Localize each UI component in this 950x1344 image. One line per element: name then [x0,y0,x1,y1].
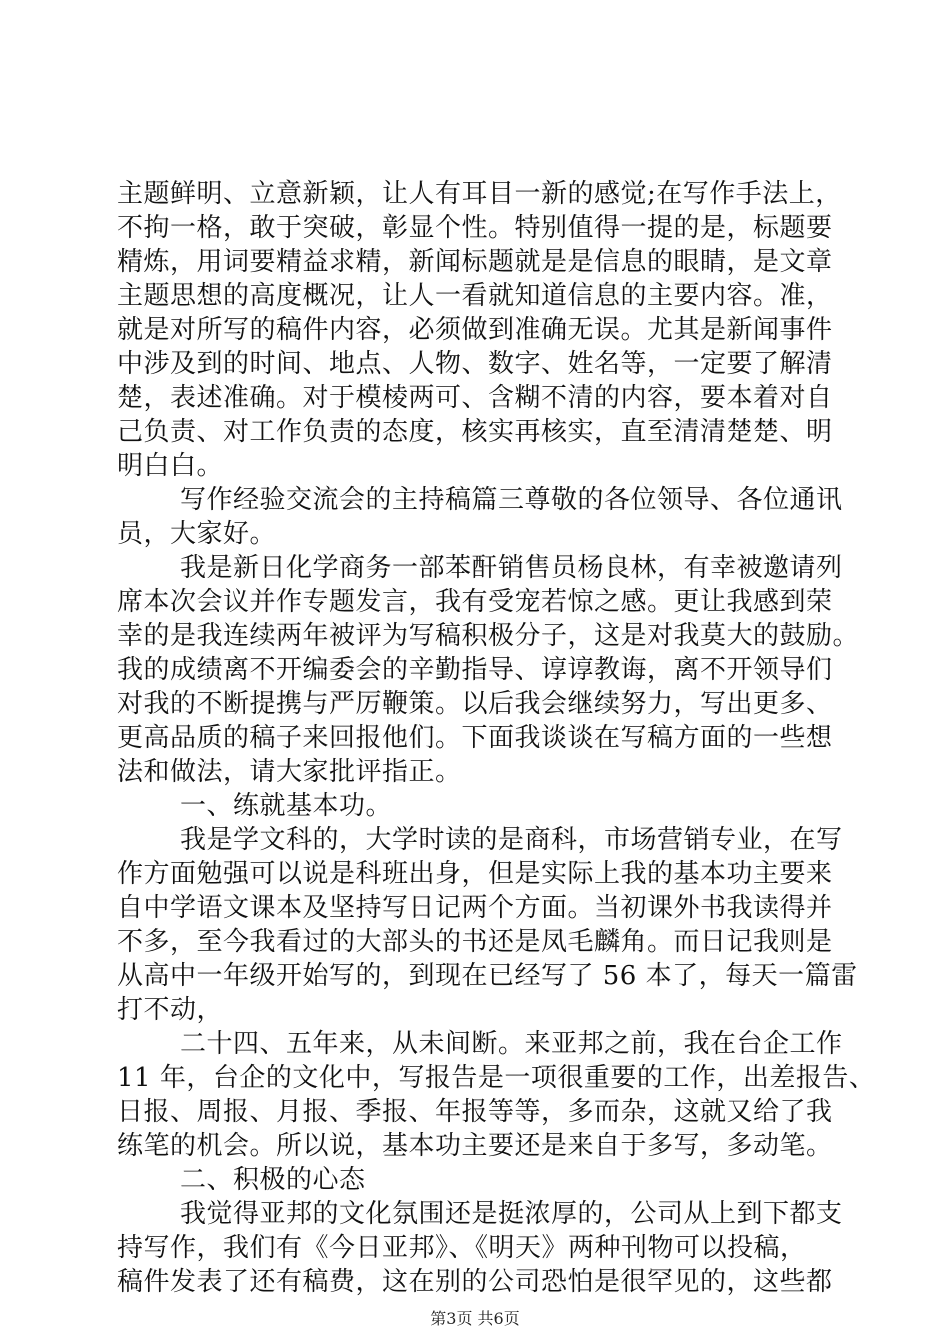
text-line: 主题鲜明、立意新颖，让人有耳目一新的感觉;在写作手法上， [117,179,842,209]
text-line: 对我的不断提携与严厉鞭策。以后我会继续努力，写出更多、 [117,689,833,719]
text-line: 作方面勉强可以说是科班出身，但是实际上我的基本功主要来 [117,859,833,889]
text-line: 练笔的机会。所以说，基本功主要还是来自于多写，多动笔。 [117,1131,833,1161]
text-line: 楚，表述准确。对于模棱两可、含糊不清的内容，要本着对自 [117,383,833,413]
text-line: 员，大家好。 [117,519,277,549]
text-line: 己负责、对工作负责的态度，核实再核实，直至清清楚楚、明 [117,417,833,447]
section-heading: 二、积极的心态 [180,1165,366,1195]
text-line: 主题思想的高度概况，让人一看就知道信息的主要内容。准， [117,281,833,311]
text-line: 我是学文科的，大学时读的是商科，市场营销专业，在写 [180,825,843,855]
text-line: 从高中一年级开始写的，到现在已经写了 56 本了，每天一篇雷 [117,961,858,991]
text-line: 法和做法，请大家批评指正。 [117,757,462,787]
section-heading: 一、练就基本功。 [180,791,393,821]
text-line: 席本次会议并作专题发言，我有受宠若惊之感。更让我感到荣 [117,587,833,617]
page-footer: 第3页 共6页 [430,1309,520,1328]
text-line: 不拘一格，敢于突破，彰显个性。特别值得一提的是，标题要 [117,213,833,243]
text-line: 打不动， [117,995,224,1025]
text-line: 持写作，我们有《今日亚邦》、《明天》两种刊物可以投稿， [117,1233,807,1263]
text-line: 就是对所写的稿件内容，必须做到准确无误。尤其是新闻事件 [117,315,833,345]
text-line: 稿件发表了还有稿费，这在别的公司恐怕是很罕见的，这些都 [117,1267,833,1297]
text-line: 自中学语文课本及坚持写日记两个方面。当初课外书我读得并 [117,893,833,923]
text-line: 更高品质的稿子来回报他们。下面我谈谈在写稿方面的一些想 [117,723,833,753]
text-line: 精炼，用词要精益求精，新闻标题就是是信息的眼睛，是文章 [117,247,833,277]
text-line: 11 年，台企的文化中，写报告是一项很重要的工作，出差报告、 [117,1063,876,1093]
text-line: 我觉得亚邦的文化氛围还是挺浓厚的，公司从上到下都支 [180,1199,843,1229]
text-line: 不多，至今我看过的大部头的书还是凤毛麟角。而日记我则是 [117,927,833,957]
text-line: 中涉及到的时间、地点、人物、数字、姓名等，一定要了解清 [117,349,833,379]
text-line: 明白白。 [117,451,224,481]
text-line: 写作经验交流会的主持稿篇三尊敬的各位领导、各位通讯 [180,485,843,515]
text-line: 我是新日化学商务一部苯酐销售员杨良林，有幸被邀请列 [180,553,843,583]
text-line: 我的成绩离不开编委会的辛勤指导、谆谆教诲，离不开领导们 [117,655,833,685]
text-line: 二十四、五年来，从未间断。来亚邦之前，我在台企工作 [180,1029,843,1059]
text-line: 日报、周报、月报、季报、年报等等，多而杂，这就又给了我 [117,1097,833,1127]
text-line: 幸的是我连续两年被评为写稿积极分子，这是对我莫大的鼓励。 [117,621,860,651]
